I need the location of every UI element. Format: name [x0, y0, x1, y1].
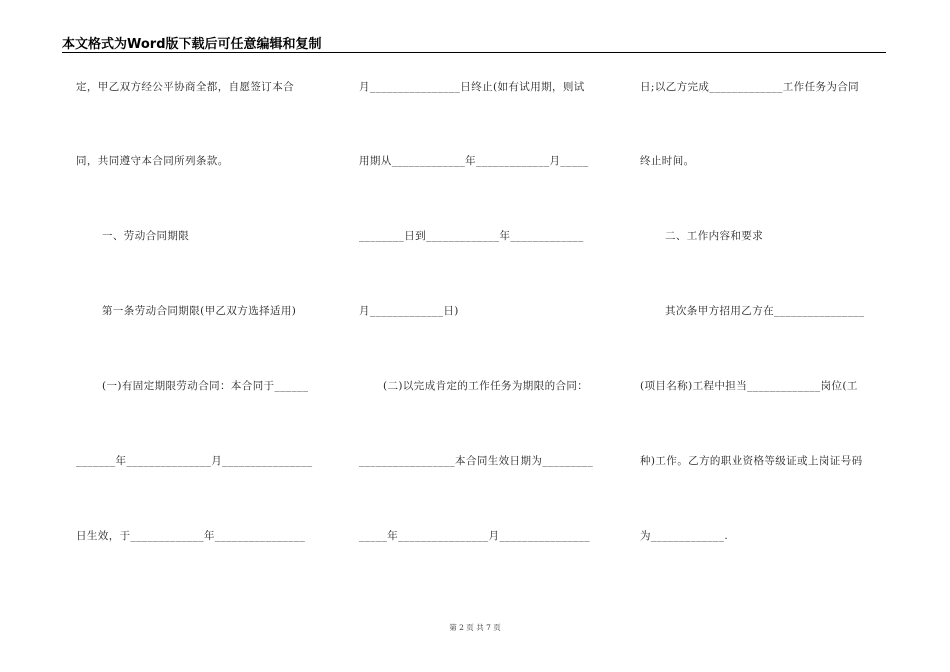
col1-line-4: 第一条劳动合同期限(甲乙双方选择适用): [102, 305, 297, 317]
col1-line-5: (一)有固定期限劳动合同：本合同于______: [102, 380, 309, 392]
col2-line-4: 月_____________日): [359, 305, 459, 317]
col1-line-3: 一、劳动合同期限: [102, 230, 190, 242]
col3-line-6: 种)工作。乙方的职业资格等级证或上岗证号码: [640, 455, 863, 467]
page-number: 第 2 页 共 7 页: [449, 623, 501, 632]
document-header-title: 本文格式为Word版下载后可任意编辑和复制: [62, 37, 322, 52]
col1-line-1: 定，甲乙双方经公平协商全都，自愿签订本合: [76, 81, 294, 93]
col1-line-2: 同，共同遵守本合同所列条款。: [76, 155, 229, 167]
col2-line-6: _________________本合同生效日期为_________: [359, 455, 594, 467]
col3-line-3: 二、工作内容和要求: [665, 230, 764, 242]
col3-line-4: 其次条甲方招用乙方在________________: [665, 305, 865, 317]
col2-line-5: (二)以完成肯定的工作任务为期限的合同：: [383, 380, 589, 392]
col3-line-5: (项目名称)工程中担当_____________岗位(工: [640, 380, 858, 392]
header-divider: [62, 52, 886, 53]
col3-line-2: 终止时间。: [640, 155, 695, 167]
col1-line-7: 日生效，于_____________年________________: [76, 530, 306, 542]
col2-line-1: 月________________日终止(如有试用期，则试: [359, 81, 585, 93]
col2-line-3: ________日到_____________年_____________: [359, 230, 584, 242]
col3-line-7: 为_____________.: [640, 530, 729, 542]
col1-line-6: _______年_______________月________________: [76, 455, 313, 467]
col2-line-2: 用期从_____________年_____________月_____: [359, 155, 589, 167]
col2-line-7: _____年________________月________________: [359, 530, 590, 542]
col3-line-1: 日;以乙方完成_____________工作任务为合同: [640, 81, 860, 93]
